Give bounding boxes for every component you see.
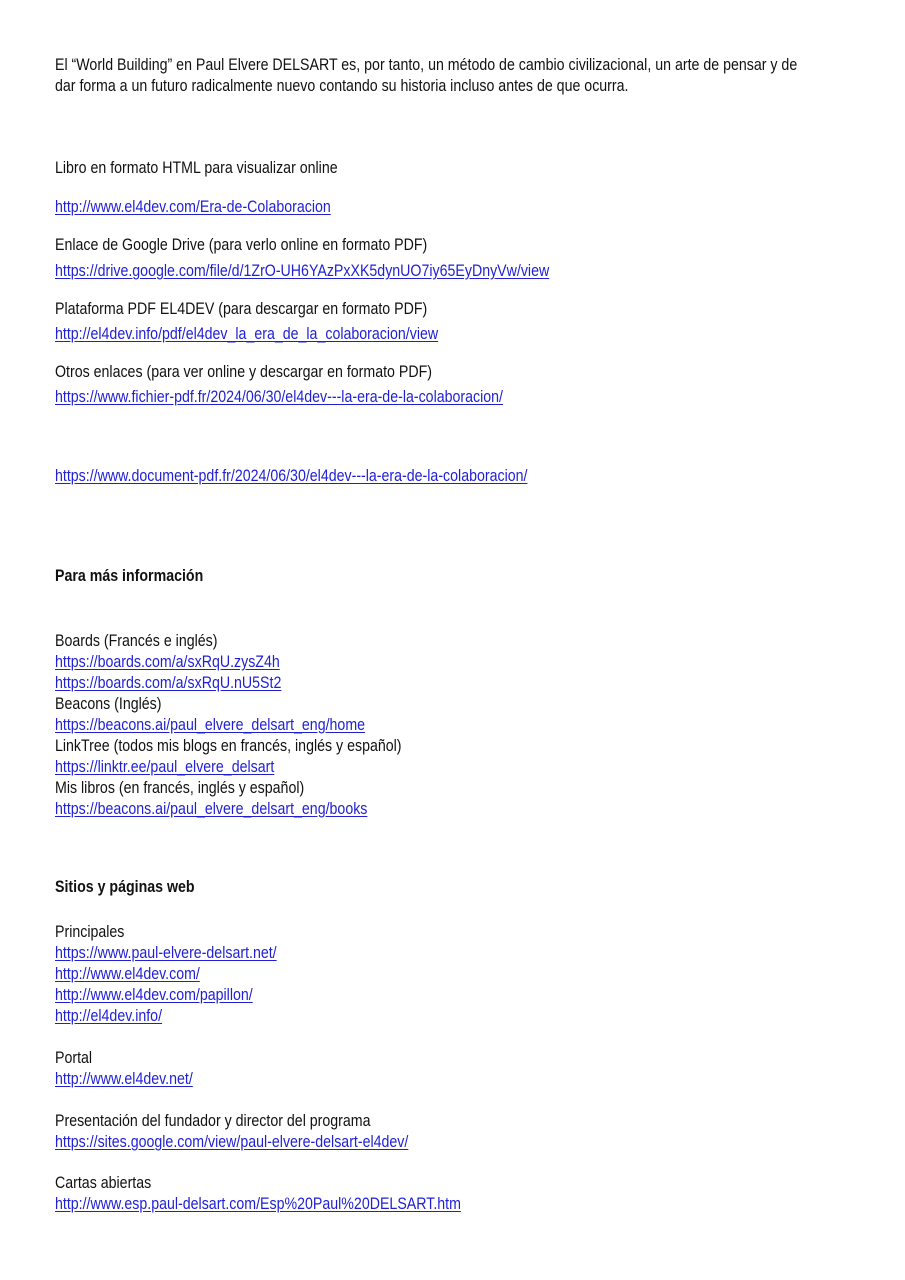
linktree-link[interactable]: https://linktr.ee/paul_elvere_delsart <box>55 758 275 776</box>
main-site-link[interactable]: https://www.paul-elvere-delsart.net/ <box>55 944 277 962</box>
sites-heading: Sitios y páginas web <box>55 878 195 896</box>
intro-paragraph-line: dar forma a un futuro radicalmente nuevo contando su historia incluso antes de que ocurra. <box>55 77 629 95</box>
portal-link[interactable]: http://www.el4dev.net/ <box>55 1070 193 1088</box>
gdrive-label: Enlace de Google Drive (para verlo online en formato PDF) <box>55 236 428 254</box>
portal-label: Portal <box>55 1049 93 1067</box>
main-sites-label: Principales <box>55 923 125 941</box>
open-letters-link[interactable]: http://www.esp.paul-delsart.com/Esp%20Paul%20DELSART.htm <box>55 1195 461 1213</box>
beacons-link[interactable]: https://beacons.ai/paul_elvere_delsart_eng/home <box>55 716 366 734</box>
document-pdf-link[interactable]: https://www.document-pdf.fr/2024/06/30/el4dev---la-era-de-la-colaboracion/ <box>55 467 528 485</box>
pdf-platform-label: Plataforma PDF EL4DEV (para descargar en formato PDF) <box>55 300 428 318</box>
books-link[interactable]: https://beacons.ai/paul_elvere_delsart_eng/books <box>55 800 368 818</box>
more-info-heading: Para más información <box>55 567 204 585</box>
intro-paragraph-line: El “World Building” en Paul Elvere DELSART es, por tanto, un método de cambio civilizacional, un arte de pensar y de <box>55 56 798 74</box>
fichier-pdf-link[interactable]: https://www.fichier-pdf.fr/2024/06/30/el4dev---la-era-de-la-colaboracion/ <box>55 388 503 406</box>
books-label: Mis libros (en francés, inglés y español) <box>55 779 305 797</box>
main-site-link[interactable]: http://el4dev.info/ <box>55 1007 163 1025</box>
html-book-label: Libro en formato HTML para visualizar online <box>55 159 338 177</box>
gdrive-link[interactable]: https://drive.google.com/file/d/1ZrO-UH6YAzPxXK5dynUO7iy65EyDnyVw/view <box>55 262 550 280</box>
boards-link-2[interactable]: https://boards.com/a/sxRqU.nU5St2 <box>55 674 282 692</box>
linktree-label: LinkTree (todos mis blogs en francés, inglés y español) <box>55 737 402 755</box>
open-letters-label: Cartas abiertas <box>55 1174 152 1192</box>
html-book-link[interactable]: http://www.el4dev.com/Era-de-Colaboracion <box>55 198 331 216</box>
pdf-platform-link[interactable]: http://el4dev.info/pdf/el4dev_la_era_de_la_colaboracion/view <box>55 325 439 343</box>
founder-link[interactable]: https://sites.google.com/view/paul-elvere-delsart-el4dev/ <box>55 1133 409 1151</box>
beacons-label: Beacons (Inglés) <box>55 695 162 713</box>
founder-label: Presentación del fundador y director del programa <box>55 1112 371 1130</box>
main-site-link[interactable]: http://www.el4dev.com/papillon/ <box>55 986 253 1004</box>
main-site-link[interactable]: http://www.el4dev.com/ <box>55 965 200 983</box>
boards-link-1[interactable]: https://boards.com/a/sxRqU.zysZ4h <box>55 653 280 671</box>
other-links-label: Otros enlaces (para ver online y descargar en formato PDF) <box>55 363 432 381</box>
boards-label: Boards (Francés e inglés) <box>55 632 218 650</box>
